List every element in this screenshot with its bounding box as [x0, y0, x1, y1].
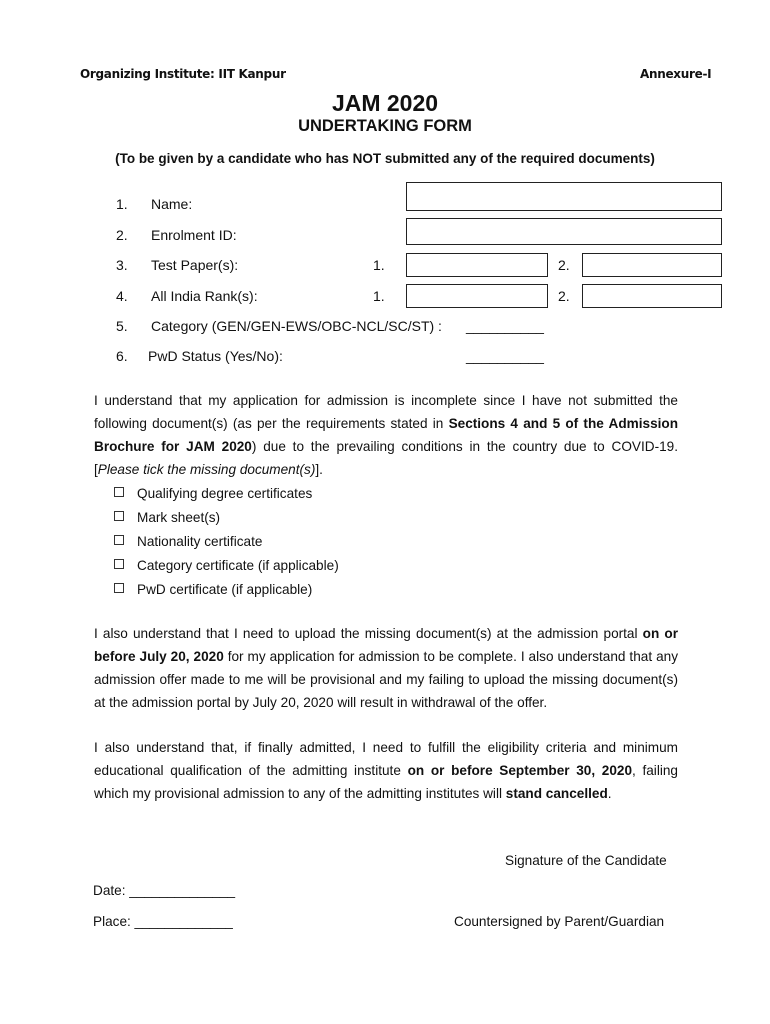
test-paper-1-input[interactable]	[406, 253, 548, 277]
doc-item-nationality[interactable]: Nationality certificate	[114, 534, 262, 549]
enrolment-input-box[interactable]	[406, 218, 722, 245]
field-num-test-paper: 3.	[116, 257, 128, 273]
field-label-pwd: PwD Status (Yes/No):	[148, 348, 283, 364]
place-field[interactable]: Place: _____________	[93, 914, 233, 929]
field-label-rank: All India Rank(s):	[151, 288, 258, 304]
countersign-label: Countersigned by Parent/Guardian	[454, 914, 665, 929]
category-blank[interactable]: __________	[466, 318, 544, 334]
test-paper-sub1-label: 1.	[373, 257, 385, 273]
checkbox-icon[interactable]	[114, 487, 124, 497]
test-paper-2-input[interactable]	[582, 253, 722, 277]
test-paper-sub2-label: 2.	[558, 257, 570, 273]
name-input-box[interactable]	[406, 182, 722, 211]
field-num-enrolment: 2.	[116, 227, 128, 243]
field-label-enrolment: Enrolment ID:	[151, 227, 237, 243]
rank-sub1-label: 1.	[373, 288, 385, 304]
form-note: (To be given by a candidate who has NOT submitted any of the required documents)	[115, 151, 655, 166]
paragraph-incomplete-application: I understand that my application for admission is incomplete since I have not submitted the following document(s) (as per the requirements stated in Sections 4 and 5 of the Admission Brochure for JAM 2020) due to the prevailing conditions in the country due to COVID-19. [Please tick the missing document(s)].	[94, 393, 679, 477]
pwd-blank[interactable]: __________	[466, 348, 544, 364]
organizing-institute: Organizing Institute: IIT Kanpur	[80, 67, 286, 81]
rank-sub2-label: 2.	[558, 288, 570, 304]
checkbox-icon[interactable]	[114, 583, 124, 593]
field-label-test-paper: Test Paper(s):	[151, 257, 239, 273]
rank-1-input[interactable]	[406, 284, 548, 308]
date-field[interactable]: Date: ______________	[93, 883, 236, 898]
field-num-rank: 4.	[116, 288, 128, 304]
doc-item-pwd[interactable]: PwD certificate (if applicable)	[114, 582, 312, 597]
form-title: JAM 2020	[331, 90, 439, 116]
checkbox-icon[interactable]	[114, 511, 124, 521]
checkbox-icon[interactable]	[114, 559, 124, 569]
field-num-category: 5.	[116, 318, 128, 334]
doc-item-degree[interactable]: Qualifying degree certificates	[114, 486, 312, 501]
field-label-name: Name:	[151, 196, 193, 212]
checkbox-icon[interactable]	[114, 535, 124, 545]
paragraph-upload-deadline: I also understand that I need to upload the missing document(s) at the admission portal on or before July 20, 2020 for my application for admission to be complete. I also understand that any admission offer made to me will be provisional and my failing to upload the missing document(s) at the admission portal by July 20, 2020 will result in withdrawal of the offer.	[94, 626, 678, 710]
field-num-name: 1.	[116, 196, 128, 212]
annexure-label: Annexure-I	[640, 67, 712, 81]
doc-item-marksheet[interactable]: Mark sheet(s)	[114, 510, 220, 525]
doc-item-category[interactable]: Category certificate (if applicable)	[114, 558, 339, 573]
paragraph-eligibility: I also understand that, if finally admitted, I need to fulfill the eligibility criteria and minimum educational qualification of the admitting institute on or before September 30, 2020, failing which my provisional admission to any of the admitting institutes will stand cancelled.	[94, 740, 678, 801]
form-subtitle: UNDERTAKING FORM	[298, 117, 472, 135]
field-label-category: Category (GEN/GEN-EWS/OBC-NCL/SC/ST) :	[151, 318, 442, 334]
signature-label: Signature of the Candidate	[505, 853, 667, 868]
rank-2-input[interactable]	[582, 284, 722, 308]
field-num-pwd: 6.	[116, 348, 128, 364]
